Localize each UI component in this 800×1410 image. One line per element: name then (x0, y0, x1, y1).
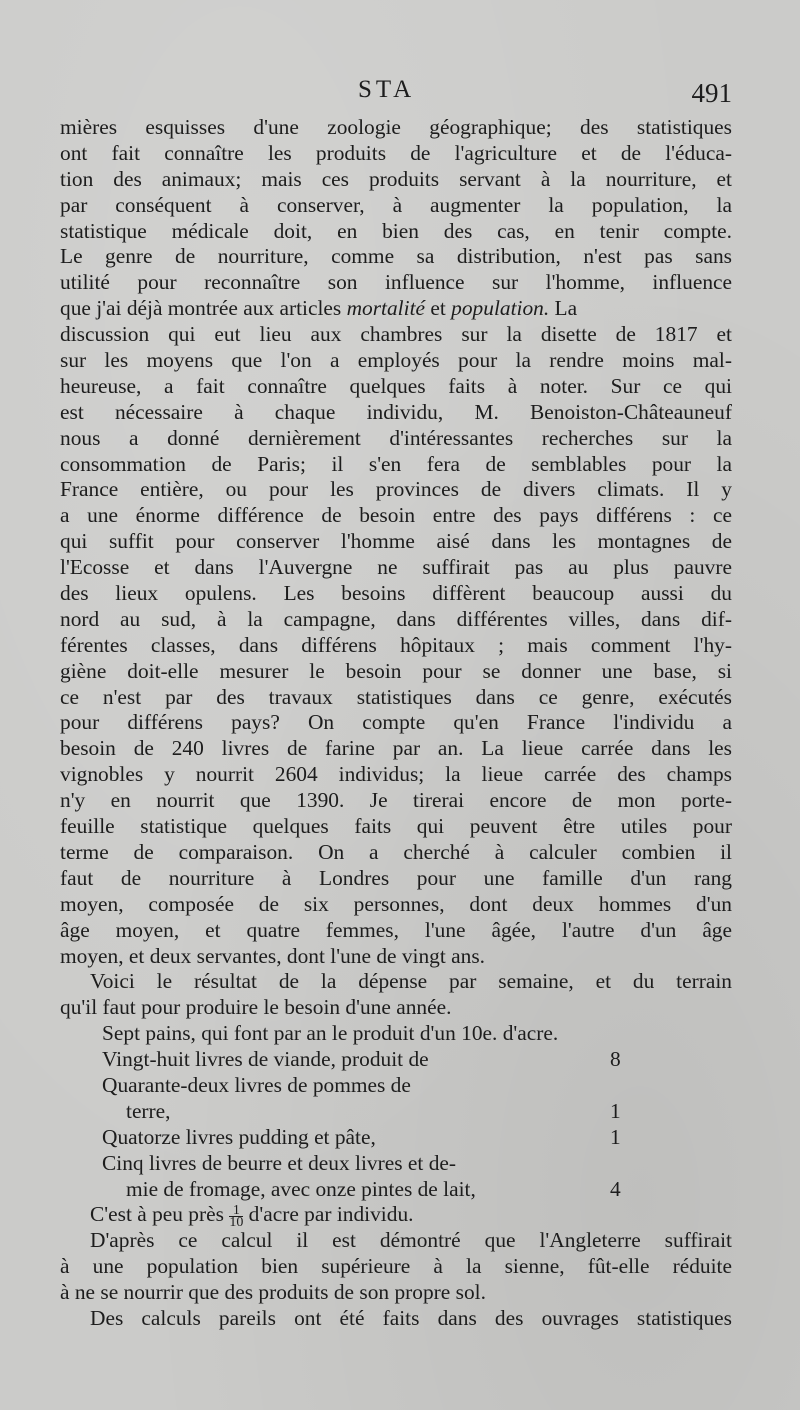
body-text (60, 115, 732, 1332)
table-row-value: 1 (610, 1124, 621, 1149)
text-line: par conséquent à conserver, à augmenter la population, la (60, 192, 732, 217)
running-title: STA (358, 76, 416, 103)
text-line: statistique médicale doit, en bien des cas, en tenir compte. (60, 218, 732, 243)
table-row (60, 1125, 650, 1151)
fraction (229, 1205, 243, 1228)
italic-term: mortalité (346, 296, 426, 321)
table-row (60, 1099, 650, 1125)
table-row-value: 1 (610, 1098, 621, 1123)
text-line: âge moyen, et quatre femmes, l'une âgée, l'autre d'un âge (60, 917, 732, 942)
text-line (60, 296, 732, 322)
table-row-text: Quarante-deux livres de pommes de (102, 1072, 411, 1097)
table-row (60, 1047, 650, 1073)
text-line: feuille statistique quelques faits qui peuvent être utiles pour (60, 814, 732, 839)
text-line: à ne se nourrir que des produits de son propre sol. (60, 1280, 486, 1305)
text-line: utilité pour reconnaître son influence sur l'homme, influence (60, 270, 732, 295)
table-row-text: Cinq livres de beurre et deux livres et de- (102, 1150, 457, 1175)
table-row (60, 1177, 650, 1203)
table-row (60, 1021, 732, 1047)
text-fragment: La (549, 296, 578, 321)
text-line: tion des animaux; mais ces produits servant à la nourriture, et (60, 166, 732, 191)
table-row-text: terre, (126, 1098, 171, 1123)
text-line: nous a donné dernièrement d'intéressantes recherches sur la (60, 425, 732, 450)
text-fragment: C'est à peu près (90, 1202, 224, 1227)
text-line: ce n'est par des travaux statistiques dans ce genre, exécutés (60, 684, 732, 709)
text-line: l'Ecosse et dans l'Auvergne ne suffirait pas au plus pauvre (60, 555, 732, 580)
text-fragment: et (425, 296, 452, 321)
text-line: France entière, ou pour les provinces de divers climats. Il y (60, 477, 732, 502)
italic-term: population. (451, 296, 550, 321)
text-line: Le genre de nourriture, comme sa distribution, n'est pas sans (60, 244, 732, 269)
food-table (60, 1021, 732, 1202)
text-line: terme de comparaison. On a cherché à calculer combien il (60, 839, 732, 864)
text-line (60, 1202, 732, 1228)
running-head (0, 76, 800, 110)
page-number: 491 (691, 78, 732, 108)
fraction-numerator: 1 (232, 1203, 240, 1218)
table-row-text: Sept pains, qui font par an le produit d'un 10e. d'acre. (102, 1021, 559, 1046)
text-line: heureuse, a fait connaître quelques faits à noter. Sur ce qui (60, 373, 732, 398)
text-line: qui suffit pour conserver l'homme aisé dans les montagnes de (60, 529, 732, 554)
text-line: ont fait connaître les produits de l'agriculture et de l'éduca- (60, 140, 732, 165)
text-line: besoin de 240 livres de farine par an. La lieue carrée dans les (60, 736, 732, 761)
text-line: sur les moyens que l'on a employés pour la rendre moins mal- (60, 348, 732, 373)
table-row-text: Vingt-huit livres de viande, produit de (102, 1047, 429, 1072)
text-line: giène doit-elle mesurer le besoin pour se donner une base, si (60, 658, 732, 683)
text-line: consommation de Paris; il s'en fera de semblables pour la (60, 451, 732, 476)
text-line: n'y en nourrit que 1390. Je tirerai encore de mon porte- (60, 788, 732, 813)
text-line: discussion qui eut lieu aux chambres sur la disette de 1817 et (60, 322, 732, 347)
text-line: férentes classes, dans différens hôpitaux ; mais comment l'hy- (60, 632, 732, 657)
table-row-text: mie de fromage, avec onze pintes de lait, (126, 1176, 476, 1201)
text-line: D'après ce calcul il est démontré que l'Angleterre suffirait (90, 1228, 732, 1253)
text-line: mières esquisses d'une zoologie géographique; des statistiques (60, 115, 732, 139)
table-row (60, 1073, 732, 1099)
fraction-denominator: 10 (229, 1215, 244, 1230)
table-row (60, 1151, 732, 1177)
text-line: vignobles y nourrit 2604 individus; la lieue carrée des champs (60, 762, 732, 787)
text-line: Des calculs pareils ont été faits dans des ouvrages statistiques (90, 1305, 732, 1330)
text-line: des lieux opulens. Les besoins diffèrent beaucoup aussi du (60, 581, 732, 606)
text-line: a une énorme différence de besoin entre des pays différens : ce (60, 503, 732, 528)
text-line: qu'il faut pour produire le besoin d'une année. (60, 995, 452, 1020)
text-line: nord au sud, à la campagne, dans différentes villes, dans dif- (60, 606, 732, 631)
text-line: Voici le résultat de la dépense par semaine, et du terrain (90, 969, 732, 994)
table-row-text: Quatorze livres pudding et pâte, (102, 1124, 376, 1149)
text-line: à une population bien supérieure à la sienne, fût-elle réduite (60, 1254, 732, 1279)
text-line: est nécessaire à chaque individu, M. Benoiston-Châteauneuf (60, 399, 732, 424)
text-line: moyen, composée de six personnes, dont deux hommes d'un (60, 891, 732, 916)
text-fragment: d'acre par individu. (248, 1202, 414, 1227)
text-line-start: que j'ai déjà montrée aux articles (60, 296, 342, 321)
text-line: moyen, et deux servantes, dont l'une de vingt ans. (60, 943, 486, 968)
text-line: pour différens pays? On compte qu'en France l'individu a (60, 710, 732, 735)
table-row-value: 8 (610, 1047, 621, 1072)
table-row-value: 4 (610, 1176, 621, 1201)
text-line: faut de nourriture à Londres pour une famille d'un rang (60, 865, 732, 890)
